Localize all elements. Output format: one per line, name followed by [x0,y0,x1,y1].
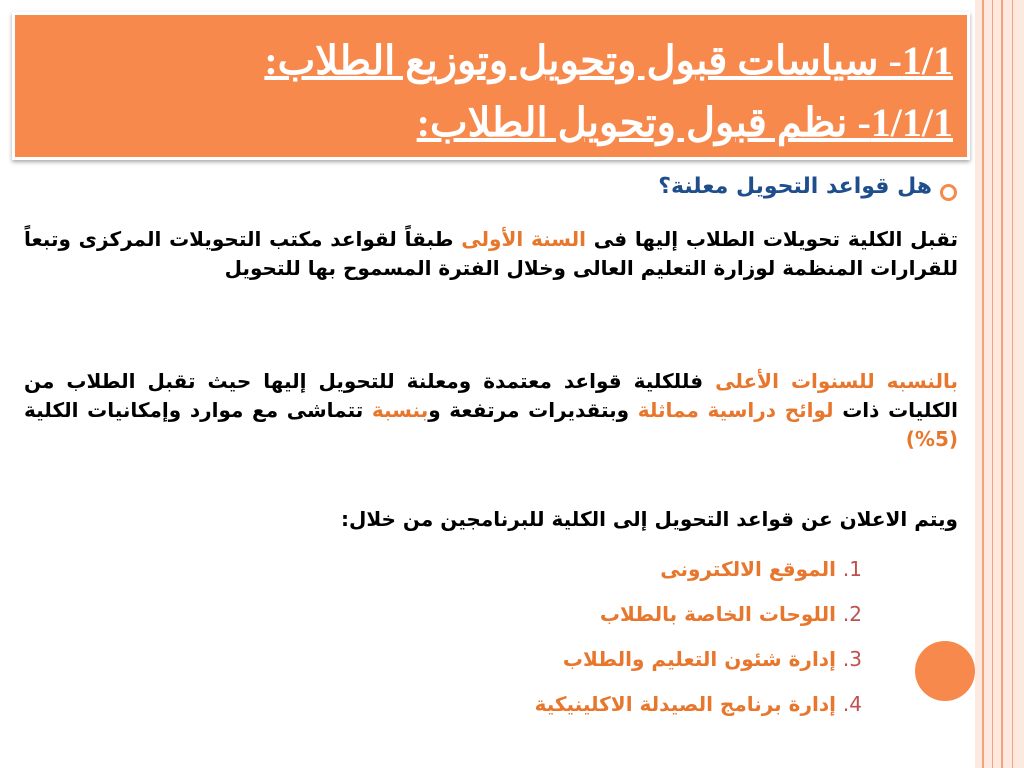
bullet-circle-icon [940,184,957,201]
slide-title-line-2: 1/1/1- نظم قبول وتحويل الطلاب: [416,100,953,145]
question-heading: هل قواعد التحويل معلنة؟ [658,174,932,199]
paragraph-higher-years-transfer [24,367,958,454]
list-item-text: اللوحات الخاصة بالطلاب [599,602,836,626]
list-item [535,553,862,598]
para1-text-a: تقبل الكلية تحويلات الطلاب إليها فى [585,227,959,251]
para2-text-b: وبتقديرات مرتفعة و [428,398,638,422]
list-item-number: 2. [842,602,862,626]
para1-highlight: السنة الأولى [461,227,586,251]
para2-text-c: تتماشى مع موارد وإمكانيات الكلية [24,398,372,422]
para2-highlight-1: بالنسبه للسنوات الأعلى [715,369,958,393]
paragraph-announcement-intro: ويتم الاعلان عن قواعد التحويل إلى الكلية للبرنامجين من خلال: [341,507,958,531]
list-item [535,598,862,643]
edge-stripe-line [1012,0,1013,768]
decorative-circle [915,641,975,701]
list-item-number: 4. [842,692,862,716]
list-item-number: 1. [842,557,862,581]
title-banner [12,12,970,160]
list-item [535,688,862,733]
announcement-channels-list [535,553,862,733]
list-item-number: 3. [842,647,862,671]
list-item-text: إدارة شئون التعليم والطلاب [562,647,836,671]
para1-text-b: طبقاً لقواعد مكتب التحويلات المركزى وتبعاً للقرارات المنظمة لوزارة التعليم العالى وخلال الفترة المسموح بها للتحويل [24,227,958,280]
list-item-text: إدارة برنامج الصيدلة الاكلينيكية [534,692,836,716]
para2-text-a: فللكلية قواعد معتمدة ومعلنة للتحويل إليها حيث تقبل الطلاب من الكليات ذات [24,369,958,422]
edge-stripe-line [1001,0,1003,768]
list-item-text: الموقع الالكترونى [660,557,836,581]
edge-stripe-line [982,0,984,768]
slide-title-line-1: 1/1- سياسات قبول وتحويل وتوزيع الطلاب: [264,38,953,83]
para2-highlight-4: (5%) [905,427,958,451]
list-item [535,643,862,688]
para2-highlight-3: بنسبة [371,398,429,422]
paragraph-first-year-transfer [24,225,958,283]
para2-highlight-2: لوائح دراسية مماثلة [637,398,834,422]
edge-stripe-line [992,0,993,768]
